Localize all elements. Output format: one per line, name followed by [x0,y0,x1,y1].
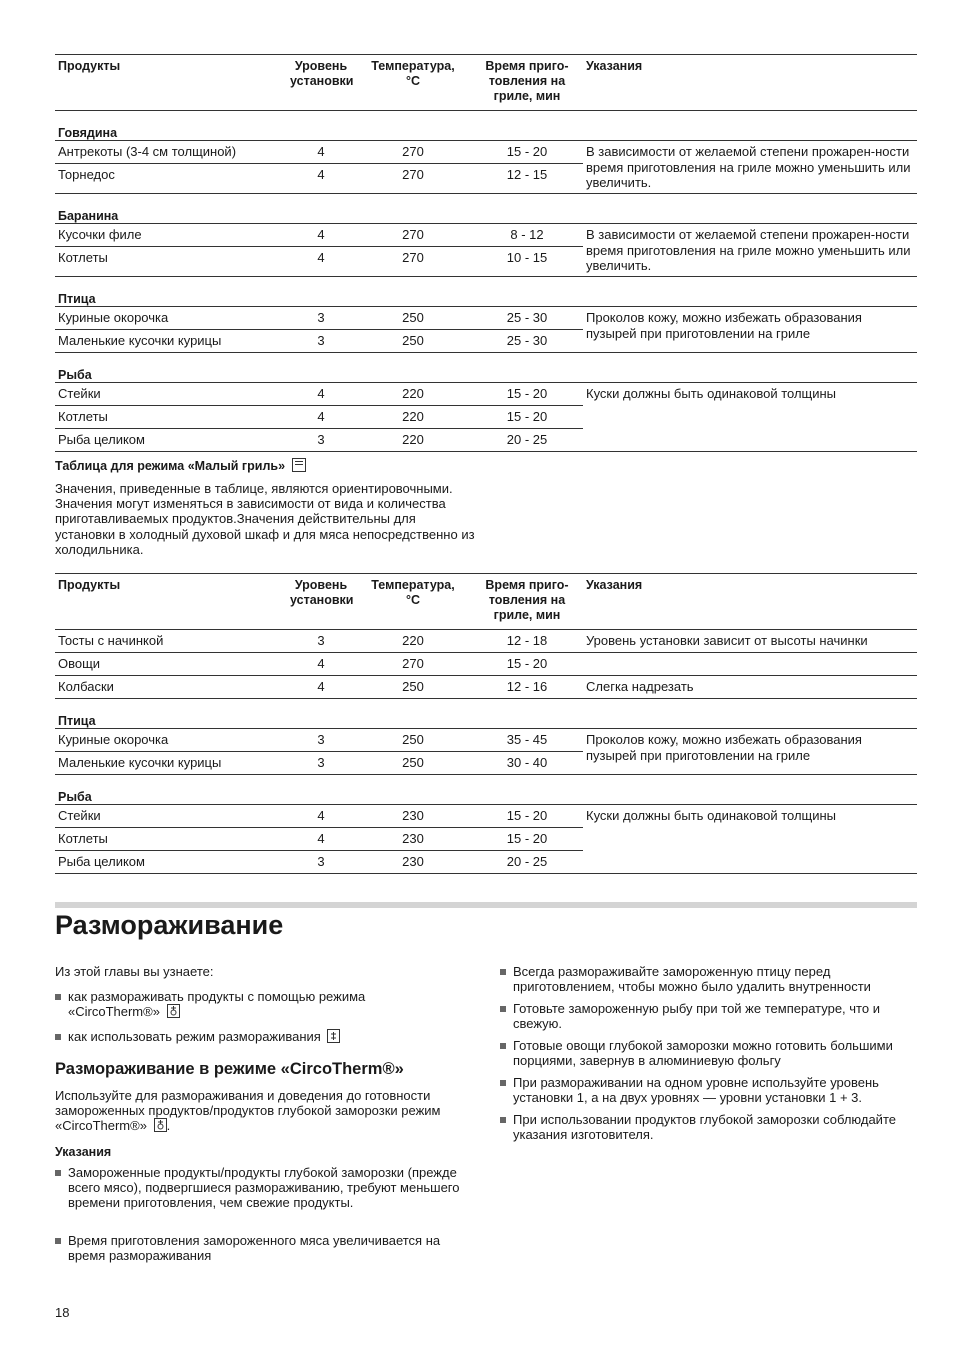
bullet-icon [55,994,61,1000]
header-temp: Температура, °C [355,574,471,630]
cell-level: 3 [287,330,355,353]
cell-product: Котлеты [55,828,287,851]
list-item-text: как размораживать продукты с помощью режима «CircoTherm®» [68,989,366,1020]
cell-level: 4 [287,383,355,406]
cell-temp: 270 [355,653,471,676]
cell-level: 4 [287,828,355,851]
circotherm-icon [167,1004,180,1018]
header-notes: Указания [583,55,917,111]
cell-note: Уровень установки зависит от высоты начинки [583,630,917,653]
list-item-text: При размораживании на одном уровне используйте уровень установки 1, а на двух уровнях — уровни установки 1 + 3. [513,1075,879,1106]
list-item [55,1233,475,1263]
table-row [55,805,917,828]
cell-temp: 230 [355,851,471,874]
subsection-title: Размораживание в режиме «CircoTherm®» [55,1060,404,1078]
cell-time: 15 - 20 [471,141,583,164]
header-temp: Температура, °C [355,55,471,111]
grill-table-2 [55,573,917,874]
cell-level: 4 [287,247,355,277]
bullet-icon [500,969,506,975]
cell-temp: 270 [355,141,471,164]
cell-product: Стейки [55,805,287,828]
cell-note [583,653,917,676]
cell-time: 12 - 18 [471,630,583,653]
cell-product: Кусочки филе [55,224,287,247]
list-item [500,964,918,994]
table-header [55,574,917,630]
cell-level: 4 [287,805,355,828]
cell-product: Рыба целиком [55,851,287,874]
page-number: 18 [55,1305,70,1320]
bullet-icon [500,1043,506,1049]
subsection-text-body: Используйте для размораживания и доведения до готовности замороженных продуктов/продуктов глубокой заморозки режим «CircoTherm®» [55,1088,441,1134]
cell-time: 20 - 25 [471,429,583,452]
cell-product: Антрекоты (3-4 см толщиной) [55,141,287,164]
cell-temp: 230 [355,828,471,851]
cell-product: Колбаски [55,676,287,699]
circotherm-icon [154,1118,167,1132]
cell-level: 3 [287,729,355,752]
cell-note: Куски должны быть одинаковой толщины [583,805,917,874]
cell-product: Маленькие кусочки курицы [55,330,287,353]
cell-level: 3 [287,429,355,452]
section-title: Размораживание [55,910,284,940]
cell-product: Куриные окорочка [55,729,287,752]
cell-time: 35 - 45 [471,729,583,752]
cell-product: Овощи [55,653,287,676]
cell-time: 20 - 25 [471,851,583,874]
intro-text: Из этой главы вы узнаете: [55,964,214,979]
list-item [500,1075,918,1105]
cell-level: 3 [287,630,355,653]
table-row [55,676,917,699]
cell-temp: 220 [355,383,471,406]
header-time: Время приго- товления на гриле, мин [471,574,583,630]
list-item-text: Замороженные продукты/продукты глубокой заморозки (прежде всего мясо), подвергшиеся размораживанию, требуют меньшего времени приготовления, чем свежие продукты. [68,1165,460,1211]
subsection-text: Используйте для размораживания и доведения до готовности замороженных продуктов/продуктов глубокой заморозки режим «CircoTherm®» . [55,1088,441,1134]
table-row [55,653,917,676]
header-level: Уровень установки [287,574,355,630]
cell-time: 12 - 15 [471,164,583,194]
list-item-text: как использовать режим размораживания [68,1029,321,1044]
cell-temp: 250 [355,729,471,752]
cell-time: 8 - 12 [471,224,583,247]
cell-note: Проколов кожу, можно избежать образования пузырей при приготовлении на гриле [583,729,917,775]
bullet-icon [500,1080,506,1086]
cell-level: 3 [287,851,355,874]
cell-note: В зависимости от желаемой степени прожарен-ности время приготовления на гриле можно уменьшить или увеличить. [583,224,917,277]
cell-temp: 220 [355,630,471,653]
category-lamb: Баранина [55,194,917,224]
cell-time: 15 - 20 [471,406,583,429]
cell-level: 3 [287,752,355,775]
header-product: Продукты [55,55,287,111]
cell-temp: 250 [355,676,471,699]
cell-time: 25 - 30 [471,330,583,353]
cell-product: Торнедос [55,164,287,194]
cell-time: 15 - 20 [471,383,583,406]
cell-temp: 230 [355,805,471,828]
cell-note: Куски должны быть одинаковой толщины [583,383,917,452]
cell-level: 4 [287,141,355,164]
cell-time: 15 - 20 [471,828,583,851]
category-fish: Рыба [55,775,917,805]
table-row [55,224,917,247]
cell-time: 12 - 16 [471,676,583,699]
cell-note: Проколов кожу, можно избежать образования пузырей при приготовлении на гриле [583,307,917,353]
list-item [55,1165,475,1211]
list-item [500,1038,918,1068]
bullet-icon [500,1006,506,1012]
header-level: Уровень установки [287,55,355,111]
cell-time: 25 - 30 [471,307,583,330]
cell-product: Куриные окорочка [55,307,287,330]
grill-table-1 [55,54,917,452]
cell-product: Котлеты [55,406,287,429]
cell-note: Слегка надрезать [583,676,917,699]
cell-temp: 270 [355,247,471,277]
cell-level: 4 [287,164,355,194]
cell-time: 15 - 20 [471,653,583,676]
cell-product: Стейки [55,383,287,406]
category-fish: Рыба [55,353,917,383]
bullet-icon [55,1170,61,1176]
cell-product: Котлеты [55,247,287,277]
cell-temp: 270 [355,164,471,194]
list-item-text: Время приготовления замороженного мяса увеличивается на время размораживания [68,1233,441,1264]
table-row [55,307,917,330]
bullet-icon [500,1117,506,1123]
cell-time: 15 - 20 [471,805,583,828]
cell-level: 4 [287,676,355,699]
list-item-text: Готовьте замороженную рыбу при той же температуре, что и свежую. [513,1001,880,1032]
category-beef: Говядина [55,111,917,141]
cell-temp: 220 [355,406,471,429]
cell-temp: 250 [355,330,471,353]
list-item-text: Готовые овощи глубокой заморозки можно готовить большими порциями, завернув в алюминиевую фольгу [513,1038,893,1069]
cell-product: Маленькие кусочки курицы [55,752,287,775]
small-grill-title [55,458,306,473]
cell-product: Тосты с начинкой [55,630,287,653]
header-time: Время приго- товления на гриле, мин [471,55,583,111]
small-grill-icon [292,458,306,472]
small-grill-title-text: Таблица для режима «Малый гриль» [55,459,286,473]
cell-temp: 220 [355,429,471,452]
cell-product: Рыба целиком [55,429,287,452]
category-poultry: Птица [55,699,917,729]
table-row [55,383,917,406]
cell-temp: 250 [355,752,471,775]
list-item-text: Всегда размораживайте замороженную птицу перед приготовлением, чтобы можно было удалить внутренности [513,964,871,995]
table-header [55,55,917,111]
list-item-text: При использовании продуктов глубокой заморозки соблюдайте указания изготовителя. [513,1112,896,1143]
header-notes: Указания [583,574,917,630]
table-row [55,141,917,164]
table-row [55,729,917,752]
cell-time: 10 - 15 [471,247,583,277]
cell-level: 4 [287,224,355,247]
list-item [55,989,455,1019]
defrost-icon [327,1029,340,1043]
cell-level: 4 [287,406,355,429]
cell-level: 4 [287,653,355,676]
cell-time: 30 - 40 [471,752,583,775]
list-item [500,1001,918,1031]
cell-level: 3 [287,307,355,330]
small-grill-text: Значения, приведенные в таблице, являются ориентировочными. Значения могут изменяться в зависимости от вида и количества приготавливаемых продуктов.Значения действительны для установки в холодный духовой шкаф и для мяса непосредственно из холодильника. [55,481,475,557]
notes-title: Указания [55,1145,112,1159]
cell-temp: 250 [355,307,471,330]
header-product: Продукты [55,574,287,630]
list-item [500,1112,918,1142]
cell-temp: 270 [355,224,471,247]
bullet-icon [55,1034,61,1040]
list-item [55,1029,455,1044]
table-row [55,630,917,653]
cell-note: В зависимости от желаемой степени прожарен-ности время приготовления на гриле можно уменьшить или увеличить. [583,141,917,194]
bullet-icon [55,1238,61,1244]
category-poultry: Птица [55,277,917,307]
